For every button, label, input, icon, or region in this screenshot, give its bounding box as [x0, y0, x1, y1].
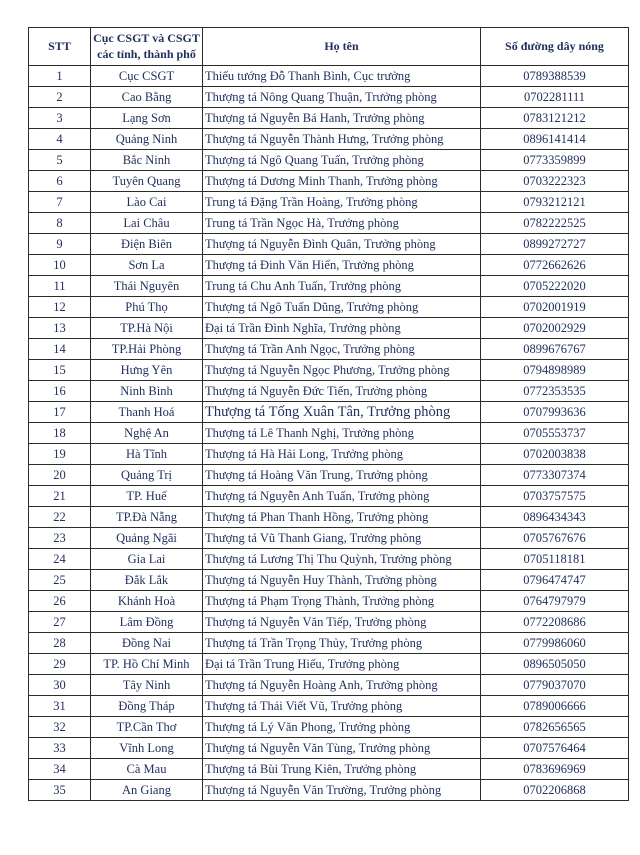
cell-stt: 19	[29, 444, 91, 465]
cell-name: Đại tá Trần Đình Nghĩa, Trưởng phòng	[203, 318, 481, 339]
table-row	[29, 654, 629, 675]
cell-province: TP.Hà Nội	[91, 318, 203, 339]
cell-name: Thượng tá Nguyễn Văn Trường, Trưởng phòng	[203, 780, 481, 801]
cell-name: Thượng tá Nguyễn Thành Hưng, Trưởng phòng	[203, 129, 481, 150]
table-row	[29, 66, 629, 87]
cell-name: Thượng tá Nguyễn Ngọc Phương, Trưởng phòng	[203, 360, 481, 381]
cell-phone: 0772208686	[481, 612, 629, 633]
cell-province: TP.Cần Thơ	[91, 717, 203, 738]
cell-name: Thượng tá Trần Trọng Thủy, Trưởng phòng	[203, 633, 481, 654]
cell-stt: 30	[29, 675, 91, 696]
cell-province: Hà Tĩnh	[91, 444, 203, 465]
table-row	[29, 570, 629, 591]
header-hotline: Số đường dây nóng	[481, 28, 629, 66]
cell-stt: 28	[29, 633, 91, 654]
table-row	[29, 339, 629, 360]
cell-stt: 12	[29, 297, 91, 318]
cell-stt: 13	[29, 318, 91, 339]
cell-stt: 23	[29, 528, 91, 549]
cell-phone: 0772353535	[481, 381, 629, 402]
cell-name: Thượng tá Dương Minh Thanh, Trưởng phòng	[203, 171, 481, 192]
cell-name: Thượng tá Lương Thị Thu Quỳnh, Trưởng phòng	[203, 549, 481, 570]
cell-province: Bắc Ninh	[91, 150, 203, 171]
cell-name: Thượng tá Thái Viết Vũ, Trưởng phòng	[203, 696, 481, 717]
table-row	[29, 402, 629, 423]
hotline-table	[28, 27, 629, 801]
cell-phone: 0707993636	[481, 402, 629, 423]
cell-name: Thượng tá Nguyễn Đình Quân, Trưởng phòng	[203, 234, 481, 255]
table-row	[29, 444, 629, 465]
table-row	[29, 717, 629, 738]
table-row	[29, 675, 629, 696]
cell-province: Lào Cai	[91, 192, 203, 213]
table-row	[29, 780, 629, 801]
cell-phone: 0779986060	[481, 633, 629, 654]
header-name: Họ tên	[203, 28, 481, 66]
cell-phone: 0782656565	[481, 717, 629, 738]
cell-name: Thượng tá Nguyễn Anh Tuấn, Trưởng phòng	[203, 486, 481, 507]
table-row	[29, 549, 629, 570]
cell-stt: 29	[29, 654, 91, 675]
cell-phone: 0789388539	[481, 66, 629, 87]
cell-province: Đồng Tháp	[91, 696, 203, 717]
table-row	[29, 129, 629, 150]
table-row	[29, 633, 629, 654]
cell-name: Thượng tá Ngô Tuấn Dũng, Trưởng phòng	[203, 297, 481, 318]
cell-stt: 34	[29, 759, 91, 780]
cell-stt: 31	[29, 696, 91, 717]
table-row	[29, 381, 629, 402]
cell-phone: 0782222525	[481, 213, 629, 234]
table-row	[29, 318, 629, 339]
header-stt: STT	[29, 28, 91, 66]
table-row	[29, 486, 629, 507]
cell-stt: 6	[29, 171, 91, 192]
cell-phone: 0794898989	[481, 360, 629, 381]
table-row	[29, 234, 629, 255]
cell-province: Phú Thọ	[91, 297, 203, 318]
cell-phone: 0705118181	[481, 549, 629, 570]
cell-phone: 0773359899	[481, 150, 629, 171]
cell-province: Lâm Đồng	[91, 612, 203, 633]
cell-phone: 0779037070	[481, 675, 629, 696]
table-row	[29, 612, 629, 633]
cell-stt: 21	[29, 486, 91, 507]
cell-province: TP.Đà Nẵng	[91, 507, 203, 528]
cell-name: Trung tá Đặng Trần Hoàng, Trưởng phòng	[203, 192, 481, 213]
cell-stt: 25	[29, 570, 91, 591]
cell-province: Quảng Trị	[91, 465, 203, 486]
cell-phone: 0896434343	[481, 507, 629, 528]
table-row	[29, 255, 629, 276]
cell-stt: 33	[29, 738, 91, 759]
header-province: Cục CSGT và CSGT các tỉnh, thành phố	[91, 28, 203, 66]
cell-name: Thượng tá Nguyễn Đức Tiến, Trưởng phòng	[203, 381, 481, 402]
cell-name: Thượng tá Nguyễn Hoàng Anh, Trưởng phòng	[203, 675, 481, 696]
cell-province: Cục CSGT	[91, 66, 203, 87]
cell-phone: 0899676767	[481, 339, 629, 360]
cell-phone: 0702002929	[481, 318, 629, 339]
table-row	[29, 297, 629, 318]
cell-name: Thượng tá Nguyễn Huy Thành, Trưởng phòng	[203, 570, 481, 591]
table-row	[29, 507, 629, 528]
table-row	[29, 696, 629, 717]
table-row	[29, 423, 629, 444]
cell-phone: 0702206868	[481, 780, 629, 801]
cell-name: Thượng tá Lê Thanh Nghị, Trưởng phòng	[203, 423, 481, 444]
cell-province: Quảng Ngãi	[91, 528, 203, 549]
cell-province: Cà Mau	[91, 759, 203, 780]
table-header-row	[29, 28, 629, 66]
cell-province: Gia Lai	[91, 549, 203, 570]
cell-stt: 10	[29, 255, 91, 276]
cell-phone: 0899272727	[481, 234, 629, 255]
cell-province: Quảng Ninh	[91, 129, 203, 150]
cell-stt: 4	[29, 129, 91, 150]
cell-name: Thượng tá Trần Anh Ngọc, Trưởng phòng	[203, 339, 481, 360]
table-row	[29, 465, 629, 486]
cell-province: Đồng Nai	[91, 633, 203, 654]
cell-stt: 2	[29, 87, 91, 108]
table-row	[29, 150, 629, 171]
cell-province: Lạng Sơn	[91, 108, 203, 129]
table-row	[29, 276, 629, 297]
cell-stt: 14	[29, 339, 91, 360]
cell-phone: 0789006666	[481, 696, 629, 717]
cell-phone: 0773307374	[481, 465, 629, 486]
cell-province: Thái Nguyên	[91, 276, 203, 297]
cell-stt: 26	[29, 591, 91, 612]
cell-phone: 0772662626	[481, 255, 629, 276]
table-row	[29, 171, 629, 192]
cell-province: TP.Hải Phòng	[91, 339, 203, 360]
cell-province: TP. Hồ Chí Minh	[91, 654, 203, 675]
cell-name: Đại tá Trần Trung Hiếu, Trưởng phòng	[203, 654, 481, 675]
cell-province: TP. Huế	[91, 486, 203, 507]
cell-phone: 0896505050	[481, 654, 629, 675]
table-row	[29, 192, 629, 213]
cell-stt: 17	[29, 402, 91, 423]
table-row	[29, 360, 629, 381]
cell-phone: 0764797979	[481, 591, 629, 612]
cell-province: Thanh Hoá	[91, 402, 203, 423]
cell-province: Khánh Hoà	[91, 591, 203, 612]
cell-province: Sơn La	[91, 255, 203, 276]
cell-stt: 1	[29, 66, 91, 87]
cell-stt: 32	[29, 717, 91, 738]
cell-stt: 8	[29, 213, 91, 234]
cell-phone: 0783121212	[481, 108, 629, 129]
cell-name: Thượng tá Phạm Trọng Thành, Trưởng phòng	[203, 591, 481, 612]
cell-stt: 7	[29, 192, 91, 213]
table-row	[29, 759, 629, 780]
table-row	[29, 213, 629, 234]
cell-phone: 0702001919	[481, 297, 629, 318]
cell-phone: 0702003838	[481, 444, 629, 465]
table-row	[29, 528, 629, 549]
cell-phone: 0703222323	[481, 171, 629, 192]
cell-name: Thượng tá Nguyễn Văn Tiếp, Trưởng phòng	[203, 612, 481, 633]
cell-stt: 3	[29, 108, 91, 129]
cell-name: Trung tá Trần Ngọc Hà, Trưởng phòng	[203, 213, 481, 234]
cell-name: Trung tá Chu Anh Tuấn, Trưởng phòng	[203, 276, 481, 297]
table-row	[29, 108, 629, 129]
cell-province: Tuyên Quang	[91, 171, 203, 192]
cell-name: Thượng tá Nông Quang Thuận, Trưởng phòng	[203, 87, 481, 108]
cell-name: Thượng tá Nguyễn Bá Hanh, Trưởng phòng	[203, 108, 481, 129]
cell-province: Hưng Yên	[91, 360, 203, 381]
cell-stt: 22	[29, 507, 91, 528]
cell-stt: 24	[29, 549, 91, 570]
cell-stt: 16	[29, 381, 91, 402]
cell-name: Thiếu tướng Đỗ Thanh Bình, Cục trưởng	[203, 66, 481, 87]
cell-name: Thượng tá Tống Xuân Tân, Trưởng phòng	[203, 402, 481, 423]
cell-stt: 35	[29, 780, 91, 801]
cell-name: Thượng tá Vũ Thanh Giang, Trưởng phòng	[203, 528, 481, 549]
cell-name: Thượng tá Lý Văn Phong, Trưởng phòng	[203, 717, 481, 738]
table-row	[29, 738, 629, 759]
cell-stt: 15	[29, 360, 91, 381]
cell-stt: 9	[29, 234, 91, 255]
cell-phone: 0793212121	[481, 192, 629, 213]
cell-province: Nghệ An	[91, 423, 203, 444]
table-row	[29, 591, 629, 612]
cell-phone: 0896141414	[481, 129, 629, 150]
table-row	[29, 87, 629, 108]
cell-phone: 0702281111	[481, 87, 629, 108]
cell-stt: 27	[29, 612, 91, 633]
cell-phone: 0705767676	[481, 528, 629, 549]
cell-stt: 20	[29, 465, 91, 486]
cell-phone: 0705553737	[481, 423, 629, 444]
cell-phone: 0705222020	[481, 276, 629, 297]
cell-phone: 0783696969	[481, 759, 629, 780]
cell-stt: 18	[29, 423, 91, 444]
table-body	[29, 66, 629, 801]
cell-stt: 5	[29, 150, 91, 171]
cell-province: An Giang	[91, 780, 203, 801]
cell-province: Đắk Lắk	[91, 570, 203, 591]
cell-name: Thượng tá Phan Thanh Hồng, Trưởng phòng	[203, 507, 481, 528]
cell-name: Thượng tá Ngô Quang Tuấn, Trưởng phòng	[203, 150, 481, 171]
cell-phone: 0796474747	[481, 570, 629, 591]
cell-province: Điện Biên	[91, 234, 203, 255]
cell-phone: 0703757575	[481, 486, 629, 507]
cell-province: Cao Bằng	[91, 87, 203, 108]
cell-name: Thượng tá Hoàng Văn Trung, Trưởng phòng	[203, 465, 481, 486]
cell-name: Thượng tá Đinh Văn Hiển, Trưởng phòng	[203, 255, 481, 276]
cell-name: Thượng tá Hà Hải Long, Trưởng phòng	[203, 444, 481, 465]
cell-stt: 11	[29, 276, 91, 297]
cell-phone: 0707576464	[481, 738, 629, 759]
cell-name: Thượng tá Nguyễn Văn Tùng, Trưởng phòng	[203, 738, 481, 759]
cell-province: Ninh Bình	[91, 381, 203, 402]
cell-name: Thượng tá Bùi Trung Kiên, Trưởng phòng	[203, 759, 481, 780]
cell-province: Vĩnh Long	[91, 738, 203, 759]
cell-province: Lai Châu	[91, 213, 203, 234]
cell-province: Tây Ninh	[91, 675, 203, 696]
